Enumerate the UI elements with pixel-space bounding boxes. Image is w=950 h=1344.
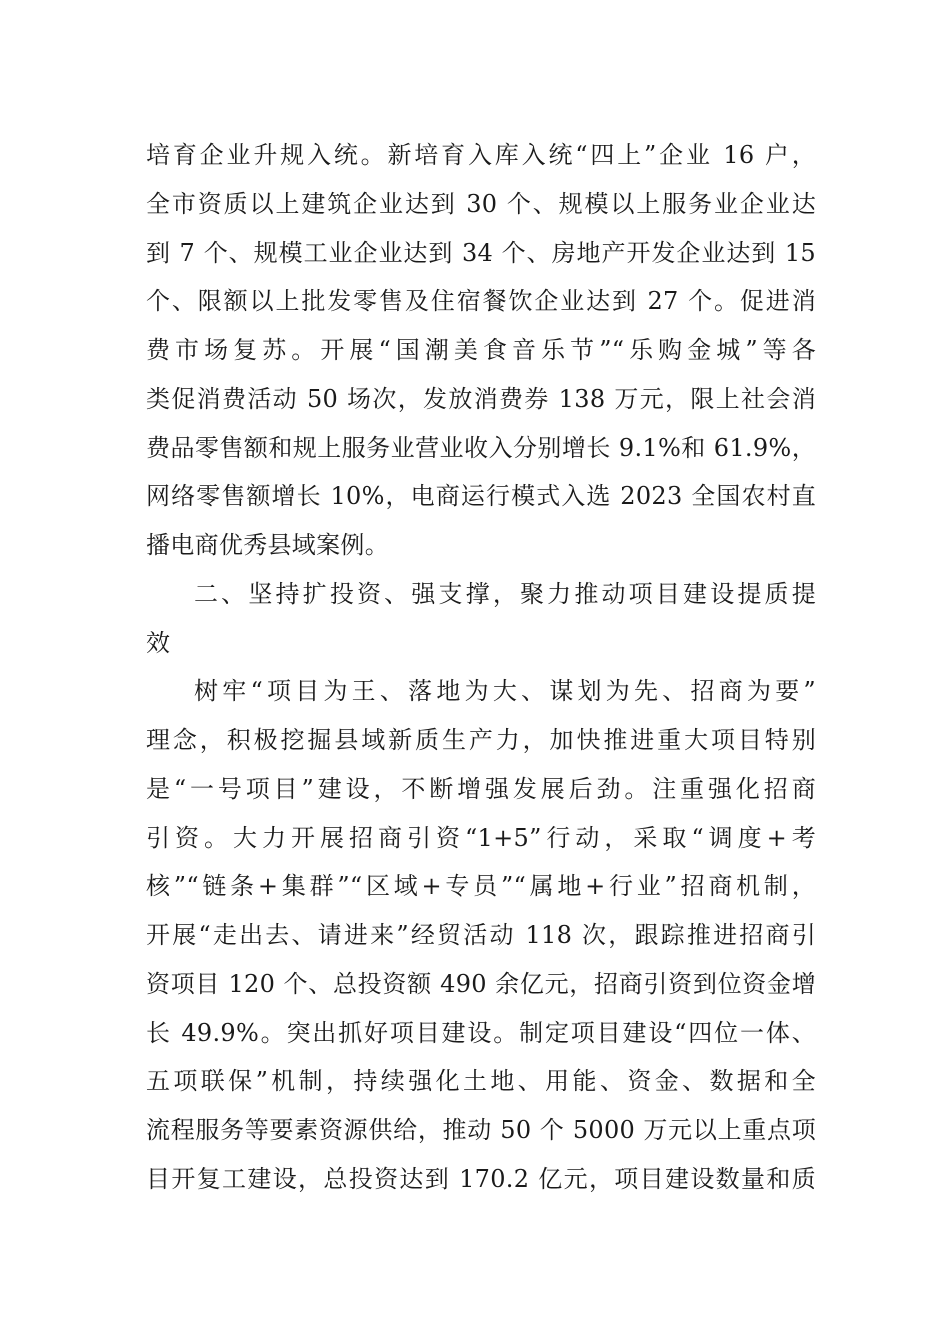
text-line: 个、限额以上批发零售及住宿餐饮企业达到 27 个。促进消 (146, 287, 816, 316)
text-line: 树牢“项目为王、落地为大、谋划为先、招商为要” (194, 677, 816, 706)
text-line: 核”“链条+集群”“区域+专员”“属地+行业”招商机制， (146, 872, 816, 901)
text-line: 费市场复苏。开展“国潮美食音乐节”“乐购金城”等各 (146, 336, 816, 364)
text-line: 费品零售额和规上服务业营业收入分别增长 9.1%和 61.9%， (146, 433, 816, 462)
text-line: 引资。大力开展招商引资“1+5”行动，采取“调度+考 (146, 823, 816, 852)
text-line: 效 (146, 628, 171, 657)
text-line: 理念，积极挖掘县域新质生产力，加快推进重大项目特别 (146, 726, 816, 754)
text-line: 网络零售额增长 10%，电商运行模式入选 2023 全国农村直 (146, 482, 816, 511)
text-line: 五项联保”机制，持续强化土地、用能、资金、数据和全 (146, 1067, 816, 1096)
text-line: 是“一号项目”建设，不断增强发展后劲。注重强化招商 (146, 774, 816, 803)
text-line: 全市资质以上建筑企业达到 30 个、规模以上服务业企业达 (146, 189, 816, 218)
text-line: 二、坚持扩投资、强支撑，聚力推动项目建设提质提 (194, 579, 816, 608)
text-line: 播电商优秀县域案例。 (146, 531, 389, 559)
text-line: 长 49.9%。突出抓好项目建设。制定项目建设“四位一体、 (146, 1018, 816, 1047)
text-line: 目开复工建设，总投资达到 170.2 亿元，项目建设数量和质 (146, 1164, 816, 1193)
text-line: 流程服务等要素资源供给，推动 50 个 5000 万元以上重点项 (146, 1116, 816, 1144)
text-line: 开展“走出去、请进来”经贸活动 118 次，跟踪推进招商引 (146, 921, 816, 949)
text-line: 到 7 个、规模工业企业达到 34 个、房地产开发企业达到 15 (146, 238, 816, 267)
body-text (146, 131, 816, 1204)
text-line: 资项目 120 个、总投资额 490 余亿元，招商引资到位资金增 (146, 969, 816, 998)
text-line: 类促消费活动 50 场次，发放消费券 138 万元，限上社会消 (146, 384, 816, 413)
text-line: 培育企业升规入统。新培育入库入统“四上”企业 16 户， (146, 141, 816, 169)
